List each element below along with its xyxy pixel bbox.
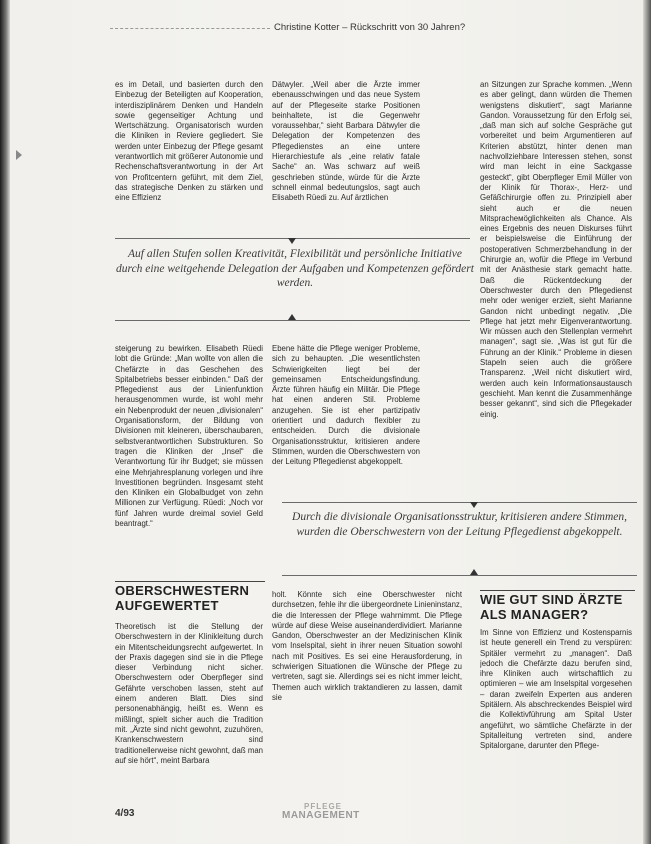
article-text-block: Ebene hätte die Pflege weniger Probleme, sich zu behaupten. „Die wesentlichsten Schwierigkeiten liegt bei der gemeinsamen Entscheidungsfindung. Ärzte führen häufig ein Militär. Die Pflege hat einen anderen Stil. Probleme anzugehen. Sie ist eher partizipativ orientiert und dadurch flexibler zu entscheiden. Durch die divisionale Organisationsstruktur, kritisieren andere Stimmen, wurden die Oberschwestern von der Leitung Pflegedienst abgekoppelt. [272,344,420,467]
pullquote-bottom-rule [282,575,637,576]
pullquote-marker-icon [470,569,478,575]
section-heading: WIE GUT SIND ÄRZTE ALS MANAGER? [480,592,623,622]
logo-line-2: MANAGEMENT [282,810,360,821]
running-header [0,22,651,36]
pullquote-marker-icon [288,314,296,320]
pullquote-top-rule [282,502,637,503]
pullquote-marker-icon [470,502,478,508]
article-text-block: an Sitzungen zur Sprache kommen. „Wenn es aber gelingt, dann würden die Themen wenigstens diskutiert“, sagt Marianne Gandon. Voraussetzung für den Erfolg sei, „daß man sich auf solche Gespräche gut vorbereitet und beim Argumentieren auf Kriterien abstützt, hinter denen man nachvollziehbare Interessen stehen, sonst wird man leicht in eine Sackgasse gesteckt“, gibt Oberpfleger Emil Müller von der Klinik für Thorax-, Herz- und Gefäßchirurgie offen zu. Prinzipiell aber sieht auch er die neuen Mitspracheмöglichkeiten als Chance. Als eines Ergebnis des neuen Diskurses führt er beispielsweise die Einführung der postoperativen Schmerzbehandlung in der Chirurgie an, wofür die Pflege im Verbund mit der Anästhesie stark gemacht hatte. Daß die Rückentdeckung der Oberschwester durch den Pflegedienst mehr oder weniger erzielt, sieht Marianne Gandon nicht unbedingt negativ. „Die Pflege hat jetzt mehr Eigenverantwortung. Wir müssen auch den Stellenplan vermehrt managen“, sagt sie. „Was ist gut für die Führung an der Klinik.“ Probleme in diesen Stapeln seien auch die größere Transparenz. „Weil nicht diskutiert wird, werden auch kein Informationsaustausch geschieht. Man kennt die Zusammenhänge besser gekannt“, sind sich die Pflegekader einig. [480,80,632,419]
article-text-block: Dätwyler. „Weil aber die Ärzte immer ebenausschwingen und das neue System auf der Pflegeseite starke Positionen beinhaltete, ist die Gegenwehr voraussehbar,“ sieht Barbara Dätwyler die Delegation der Kompetenzen des Pflegedienstes an eine untere Hierarchiestufe als „eine relativ fatale Sache“ an. Was schwarz auf weiß geschrieben stünde, würde für die Ärzte schnell einmal bedeutungslos, sagt auch Elisabeth Rüedi zu. Auf ärztlichen [272,80,420,203]
pullquote: Durch die divisionale Organisationsstruktur, kritisieren andere Stimmen, wurden die Oberschwestern von der Leitung Pflegedienst abgekoppelt. [292,511,627,538]
article-text-block: holt. Könnte sich eine Oberschwester nicht durchsetzen, fehle ihr die übergeordnete Linieninstanz, die die Interessen der Pflege wahrnimmt. Die Pflege würde auf diese Weise auseinanderdividiert. Marianne Gandon, Oberschwester an der Medizinischen Klinik vom Inselspital, sieht in ihrer neuen Situation sowohl nach mit Positives. Es sei eine Herausforderung, in schwierigen Situationen die Wünsche der Pflege zu vertreten, sagt sie. Allerdings sei es nicht immer leicht, Themen auch wirklich traktandieren zu lassen, damit sie [272,590,462,702]
magazine-logo [282,802,378,824]
pullquote-marker-icon [288,238,296,244]
section-rule [480,590,635,591]
logo-line-1: PFLEGE [304,802,343,811]
running-title: Christine Kotter – Rückschritt von 30 Jahren? [274,22,466,33]
article-text-block: es im Detail, und basierten durch den Einbezug der Beteiligten auf Kooperation, interdisziplinärem Denken und Handeln sowie gegenseitiger Achtung und Wertschätzung. Organisatorisch wurden die Kliniken in Reviere gegliedert. Sie werden unter Einbezug der Pflege gesamt verantwortlich mit größerer Autonomie und Rechenschaftsverantwortung in der Art von Profitcentern geführt, mit dem Ziel, das strategische Denken zu stärken und eine Effizienz [115,80,263,203]
pullquote: Auf allen Stufen sollen Kreativität, Flexibilität und persönliche Initiative durch eine weitgehende Delegation der Aufgaben und Kompetenzen gefördert werden. [116,248,474,289]
page-edge-shadow [643,0,651,844]
pullquote-bottom-rule [115,320,470,321]
article-text-block: Theoretisch ist die Stellung der Oberschwestern in der Klinikleitung durch ein Mitentscheidungsrecht aufgewertet. In der Praxis dagegen sind sie in die Pflege dieser Verbindung nicht sicher. Oberschwestern oder Oberpfleger sind Gefährte verschoben lassen, steht auf einem anderen Blatt. Dies sind personenabhängig, heißt es. Wenn es mißlingt, spielt sicher auch die Tradition mit. „Ärzte sind nicht gewohnt, zuzuhören, Krankenschwestern sind traditionellerweise nicht gewohnt, daß man auf sie hört“, meint Barbara [115,622,263,765]
header-rule [110,28,270,29]
page-number: 4/93 [115,808,135,819]
binding-shadow [0,0,10,844]
article-text-block: steigerung zu bewirken. Elisabeth Rüedi lobt die Gründe: „Man wollte von allen die Chefärzte in das Geschehen des Spitalbetriebs besser einbinden.“ Daß der Pflegedienst aus der Linienfunktion herausgenommen wurde, ist wohl mehr ein Nebenprodukt der neuen „divisionalen“ Organisationsform, der Bildung von Divisionen mit kleineren, überschaubaren, selbstverantwortlichen Substrukturen. So tragen die Kliniken der „Insel“ die Verantwortung für ihr Budget; sie müssen eine Mehrjahresplanung vorlegen und ihre Investitionen begründen. Insgesamt steht den Kliniken ein Globalbudget von zehn Millionen zur Verfügung. Rüedi: „Noch vor fünf Jahren wurde dreimal soviel Geld beantragt.“ [115,344,263,529]
article-text-block: Im Sinne von Effizienz und Kostensparnis ist heute generell ein Trend zu verspüren: Spitäler vermehrt zu „managen“. Daß jedoch die Chefärzte dazu berufen sind, ihre Kliniken auch wirtschaftlich zu optimieren – wie am Inselspital vorgesehen – daran zweifeln Experten aus anderen Spitälern. Als abschreckendes Beispiel wird die Kollektivführung am Spital Uster angeführt, wo sämtliche Chefärzte in der Spitalleitung vertreten sind, andere Spitalorgane, darunter den Pflege- [480,628,632,751]
section-rule [115,581,265,582]
section-heading: OBERSCHWESTERN AUFGEWERTET [115,583,250,613]
margin-marker-icon [16,150,22,160]
